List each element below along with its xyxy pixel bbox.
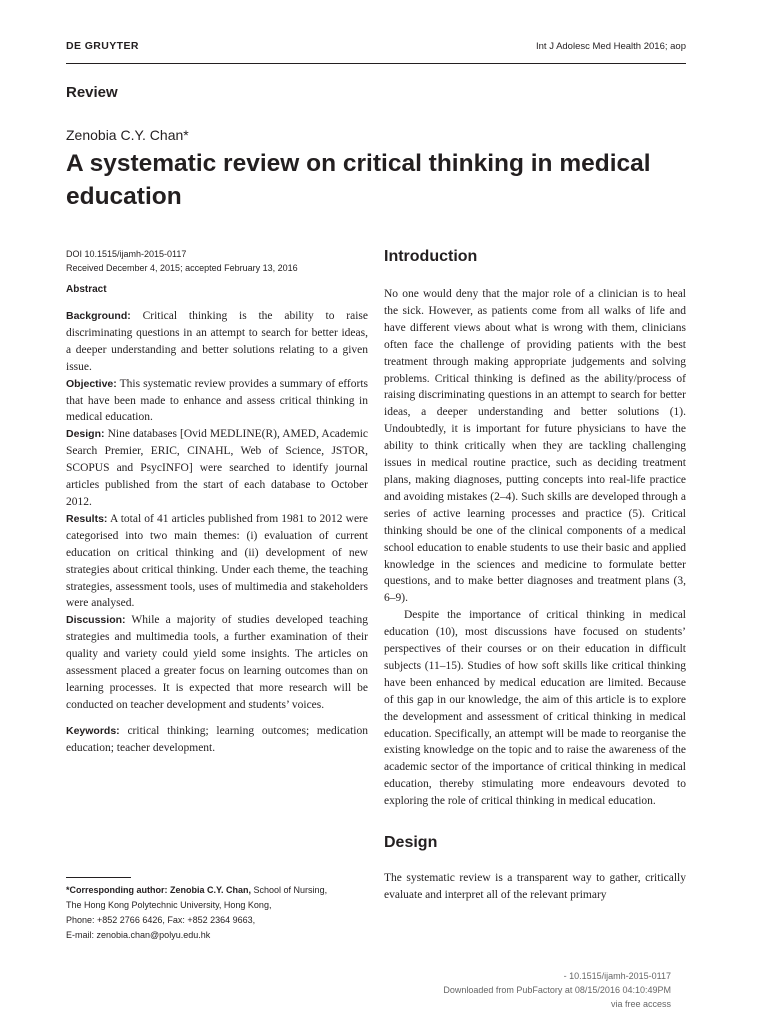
footnote-rule [66, 877, 131, 878]
abstract-label: Results: [66, 512, 108, 525]
abstract-label: Discussion: [66, 614, 126, 627]
abstract-background [66, 308, 368, 376]
abstract-results [66, 511, 368, 612]
received-line: Received December 4, 2015; accepted February 13, 2016 [66, 263, 298, 273]
abstract-body [66, 308, 368, 714]
abstract-label: Objective: [66, 377, 117, 390]
corresponding-label: *Corresponding author: Zenobia C.Y. Chan, [66, 885, 252, 895]
design-heading: Design [384, 834, 438, 852]
abstract-text: Nine databases [Ovid MEDLINE(R), AMED, Academic Search Premier, ERIC, CINAHL, Web of Science, JSTOR, SCOPUS and PsycINFO] were searched to identify journal articles published from the start of each database to October 2012. [66, 428, 368, 508]
abstract-heading: Abstract [66, 284, 107, 295]
doi-line[interactable]: DOI 10.1515/ijamh-2015-0117 [66, 249, 187, 259]
abstract-text: A total of 41 articles published from 1981 to 2012 were categorised into two main themes: (i) evaluation of current education on critical thinking and (ii) development of new strategies about critical thinking. Under each theme, the teaching strategies, assessment tools, uses of multimedia and stakeholders were analysed. [66, 512, 368, 610]
abstract-text: Critical thinking is the ability to raise discriminating questions in an attempt to search for better ideas, a deeper understanding and better solutions relating to a given issue. [66, 310, 368, 373]
abstract-objective [66, 376, 368, 427]
introduction-heading: Introduction [384, 248, 478, 265]
design-paragraph: The systematic review is a transparent way to gather, critically evaluate and interpret all of the relevant primary [384, 872, 686, 901]
introduction-paragraph: Despite the importance of critical thinking in medical education (10), most discussions have focused on students’ perspectives of their courses or on their education in difficult subjects (11–15). Studies of how soft skills like critical thinking have been enhanced by medical education are limited. Because of this gap in our knowledge, the aim of this article is to explore the development and assessment of critical thinking in medical education. Specifically, an attempt will be made to reorganise the existing knowledge on the topic and to raise the awareness of the academic sector of the importance of critical thinking in medical education, thereby stimulating more endeavours devoted to exploring the role of critical thinking in medical education. [384, 609, 686, 808]
keywords-paragraph [66, 723, 368, 757]
phone-fax: Phone: +852 2766 6426, Fax: +852 2364 9663, [66, 915, 256, 925]
abstract-text: This systematic review provides a summary of efforts that have been made to enhance and assess critical thinking in medical education. [66, 377, 368, 424]
download-doi: - 10.1515/ijamh-2015-0117 [563, 971, 671, 981]
left-column [66, 247, 368, 757]
article-type: Review [66, 84, 118, 101]
keywords [66, 723, 368, 757]
author-name: Zenobia C.Y. Chan* [66, 127, 189, 143]
journal-citation: Int J Adolesc Med Health 2016; aop [536, 41, 686, 52]
footnote-line-1 [66, 883, 368, 898]
affiliation-1: School of Nursing, [253, 885, 328, 895]
running-header [66, 40, 686, 56]
abstract-design [66, 426, 368, 511]
right-column [384, 248, 686, 904]
email-line[interactable]: E-mail: zenobia.chan@polyu.edu.hk [66, 930, 211, 940]
keywords-text: critical thinking; learning outcomes; medication education; teacher development. [66, 724, 368, 754]
abstract-discussion [66, 612, 368, 713]
abstract-label: Background: [66, 310, 131, 322]
access-info: via free access [610, 999, 671, 1009]
download-info: Downloaded from PubFactory at 08/15/2016 04:10:49PM [443, 985, 671, 995]
download-stamp [443, 969, 671, 1011]
abstract-label: Design: [66, 428, 105, 441]
publisher-name: DE GRUYTER [66, 40, 139, 52]
keywords-label: Keywords: [66, 724, 120, 737]
corresponding-author-footnote [66, 883, 368, 943]
article-title: A systematic review on critical thinking in medical education [66, 150, 651, 210]
introduction-paragraph: No one would deny that the major role of a clinician is to heal the sick. However, as patients come from all walks of life and have different views about what is wrong with them, clinicians often face the challenge of providing patients with the best treatment through making appropriate judgements and solving problems. Critical thinking is defined as the ability/process of raising discriminating questions in an attempt to search for better ideas, a deeper understanding and better solutions (1). Undoubtedly, it is important for future physicians to have the ability to think critically when they are tackling challenging issues in medical routine practice, such as deciding treatment plans, making diagnoses, putting concepts into real-life practice and avoiding mistakes (2–4). Such skills are developed through a series of active learning processes and practice (5). Critical thinking should be one of the clinical components of a medical school education to enable students to use their basic and applied knowledge in the sciences and medicine to formulate better questions, and to make better diagnoses and treatment plans (3, 6–9). [384, 288, 686, 605]
abstract-text: While a majority of studies developed teaching strategies and multimedia tools, a further examination of their quality and variety could yield some insights. The articles on assessment placed a greater focus on learning outcomes than on learning processes. It is expected that more research will be conducted on teacher development and students’ voices. [66, 614, 368, 711]
affiliation-2: The Hong Kong Polytechnic University, Hong Kong, [66, 900, 272, 910]
header-rule [66, 63, 686, 64]
